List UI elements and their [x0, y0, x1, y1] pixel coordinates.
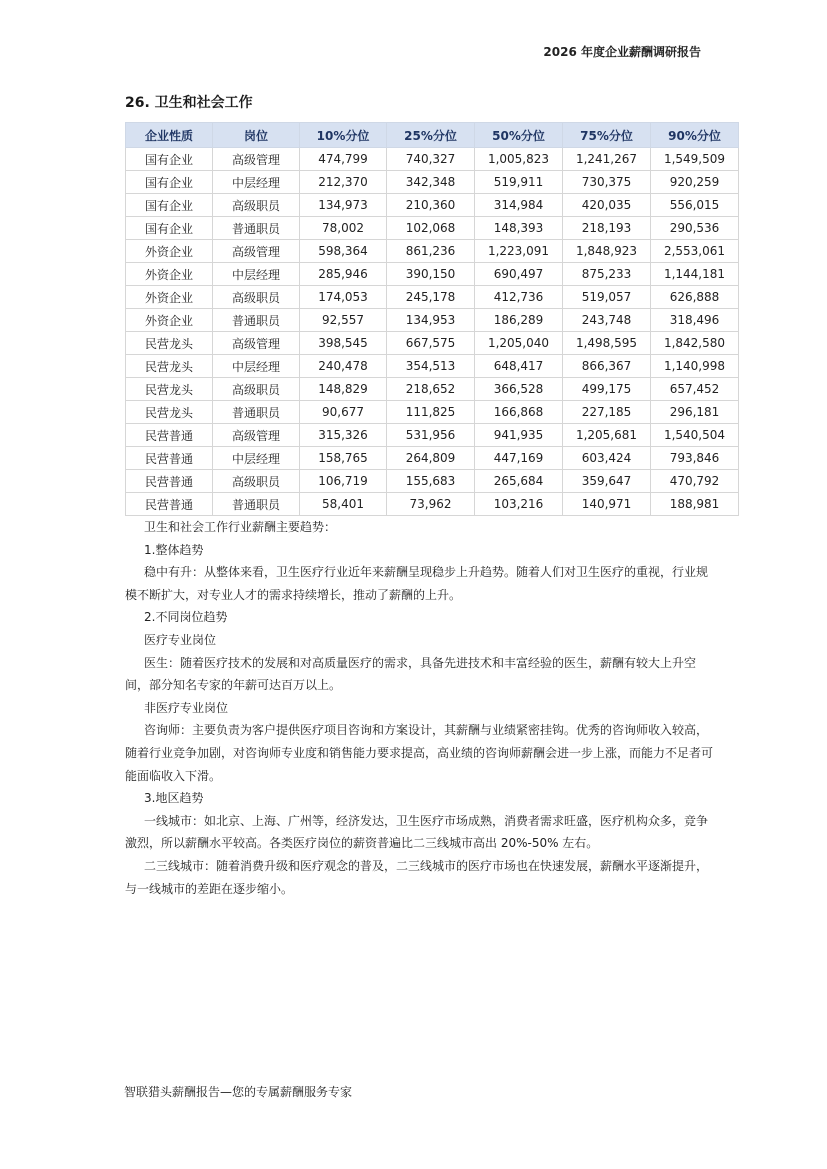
table-cell: 高级管理 — [213, 424, 300, 447]
table-cell: 民营龙头 — [126, 332, 213, 355]
table-cell: 158,765 — [300, 447, 387, 470]
table-cell: 1,140,998 — [651, 355, 739, 378]
table-cell: 240,478 — [300, 355, 387, 378]
table-cell: 民营普通 — [126, 470, 213, 493]
table-row — [126, 470, 739, 493]
table-row — [126, 424, 739, 447]
table-cell: 519,911 — [475, 171, 563, 194]
page-footer: 智联猎头薪酬报告—您的专属薪酬服务专家 — [124, 1085, 353, 1099]
table-row — [126, 217, 739, 240]
table-cell: 106,719 — [300, 470, 387, 493]
table-cell: 1,205,040 — [475, 332, 563, 355]
table-cell: 420,035 — [563, 194, 651, 217]
table-cell: 外资企业 — [126, 309, 213, 332]
table-row — [126, 240, 739, 263]
table-row — [126, 171, 739, 194]
table-cell: 1,144,181 — [651, 263, 739, 286]
table-cell: 861,236 — [387, 240, 475, 263]
table-row — [126, 493, 739, 516]
column-header: 75%分位 — [563, 123, 651, 148]
table-cell: 314,984 — [475, 194, 563, 217]
table-row — [126, 332, 739, 355]
table-cell: 民营普通 — [126, 424, 213, 447]
table-row — [126, 447, 739, 470]
table-cell: 315,326 — [300, 424, 387, 447]
table-cell: 1,241,267 — [563, 148, 651, 171]
table-cell: 92,557 — [300, 309, 387, 332]
table-cell: 高级管理 — [213, 332, 300, 355]
table-cell: 高级管理 — [213, 240, 300, 263]
table-cell: 高级职员 — [213, 286, 300, 309]
table-cell: 1,005,823 — [475, 148, 563, 171]
table-cell: 531,956 — [387, 424, 475, 447]
table-cell: 103,216 — [475, 493, 563, 516]
table-cell: 148,829 — [300, 378, 387, 401]
table-cell: 359,647 — [563, 470, 651, 493]
table-cell: 941,935 — [475, 424, 563, 447]
table-cell: 218,193 — [563, 217, 651, 240]
analysis-paragraph: 3.地区趋势 — [144, 791, 204, 806]
table-cell: 140,971 — [563, 493, 651, 516]
table-cell: 218,652 — [387, 378, 475, 401]
table-cell: 174,053 — [300, 286, 387, 309]
table-cell: 高级职员 — [213, 378, 300, 401]
table-cell: 134,953 — [387, 309, 475, 332]
table-cell: 603,424 — [563, 447, 651, 470]
table-cell: 2,553,061 — [651, 240, 739, 263]
table-cell: 1,540,504 — [651, 424, 739, 447]
table-cell: 740,327 — [387, 148, 475, 171]
table-cell: 1,498,595 — [563, 332, 651, 355]
table-cell: 398,545 — [300, 332, 387, 355]
table-cell: 285,946 — [300, 263, 387, 286]
table-cell: 高级职员 — [213, 194, 300, 217]
column-header: 50%分位 — [475, 123, 563, 148]
column-header: 25%分位 — [387, 123, 475, 148]
analysis-paragraph: 医疗专业岗位 — [144, 632, 217, 647]
table-cell: 210,360 — [387, 194, 475, 217]
table-cell: 264,809 — [387, 447, 475, 470]
table-cell: 186,289 — [475, 309, 563, 332]
table-cell: 318,496 — [651, 309, 739, 332]
table-row — [126, 263, 739, 286]
table-cell: 高级职员 — [213, 470, 300, 493]
table-cell: 外资企业 — [126, 240, 213, 263]
table-cell: 920,259 — [651, 171, 739, 194]
table-row — [126, 378, 739, 401]
analysis-paragraph: 1.整体趋势 — [144, 542, 204, 557]
table-cell: 188,981 — [651, 493, 739, 516]
table-cell: 556,015 — [651, 194, 739, 217]
analysis-paragraph: 医生：随着医疗技术的发展和对高质量医疗的需求，具备先进技术和丰富经验的医生，薪酬有较大上升空间，部分知名专家的年薪可达百万以上。 — [125, 655, 697, 693]
column-header: 90%分位 — [651, 123, 739, 148]
table-cell: 民营龙头 — [126, 378, 213, 401]
table-cell: 58,401 — [300, 493, 387, 516]
analysis-paragraph: 一线城市：如北京、上海、广州等，经济发达，卫生医疗市场成熟，消费者需求旺盛，医疗机构众多，竞争激烈，所以薪酬水平较高。各类医疗岗位的薪资普遍比二三线城市高出 20%-50% 左右。 — [125, 813, 709, 851]
salary-table — [125, 122, 739, 516]
table-cell: 90,677 — [300, 401, 387, 424]
column-header: 企业性质 — [126, 123, 213, 148]
report-header-title: 2026 年度企业薪酬调研报告 — [543, 45, 701, 59]
table-cell: 1,549,509 — [651, 148, 739, 171]
table-cell: 普通职员 — [213, 309, 300, 332]
table-cell: 657,452 — [651, 378, 739, 401]
table-cell: 730,375 — [563, 171, 651, 194]
table-cell: 412,736 — [475, 286, 563, 309]
table-cell: 111,825 — [387, 401, 475, 424]
table-cell: 78,002 — [300, 217, 387, 240]
table-cell: 134,973 — [300, 194, 387, 217]
table-cell: 447,169 — [475, 447, 563, 470]
table-cell: 外资企业 — [126, 263, 213, 286]
table-cell: 民营龙头 — [126, 401, 213, 424]
analysis-paragraph: 非医疗专业岗位 — [144, 700, 229, 715]
table-cell: 普通职员 — [213, 217, 300, 240]
table-row — [126, 309, 739, 332]
table-row — [126, 286, 739, 309]
table-header-row — [126, 123, 739, 148]
table-cell: 国有企业 — [126, 171, 213, 194]
table-cell: 519,057 — [563, 286, 651, 309]
analysis-paragraph: 二三线城市：随着消费升级和医疗观念的普及，二三线城市的医疗市场也在快速发展，薪酬水平逐渐提升，与一线城市的差距在逐步缩小。 — [125, 858, 709, 896]
table-cell: 212,370 — [300, 171, 387, 194]
table-cell: 148,393 — [475, 217, 563, 240]
table-row — [126, 148, 739, 171]
table-cell: 普通职员 — [213, 493, 300, 516]
column-header: 10%分位 — [300, 123, 387, 148]
table-cell: 民营普通 — [126, 493, 213, 516]
analysis-paragraph: 2.不同岗位趋势 — [144, 610, 228, 625]
table-row — [126, 401, 739, 424]
table-cell: 499,175 — [563, 378, 651, 401]
table-cell: 227,185 — [563, 401, 651, 424]
table-cell: 国有企业 — [126, 217, 213, 240]
table-cell: 875,233 — [563, 263, 651, 286]
table-cell: 国有企业 — [126, 148, 213, 171]
table-cell: 296,181 — [651, 401, 739, 424]
table-cell: 626,888 — [651, 286, 739, 309]
table-cell: 166,868 — [475, 401, 563, 424]
table-cell: 793,846 — [651, 447, 739, 470]
table-cell: 648,417 — [475, 355, 563, 378]
table-cell: 民营普通 — [126, 447, 213, 470]
table-cell: 中层经理 — [213, 355, 300, 378]
table-cell: 外资企业 — [126, 286, 213, 309]
table-cell: 中层经理 — [213, 171, 300, 194]
table-cell: 290,536 — [651, 217, 739, 240]
analysis-text — [125, 516, 715, 900]
analysis-paragraph: 稳中有升：从整体来看，卫生医疗行业近年来薪酬呈现稳步上升趋势。随着人们对卫生医疗的重视，行业规模不断扩大，对专业人才的需求持续增长，推动了薪酬的上升。 — [125, 565, 709, 602]
table-cell: 470,792 — [651, 470, 739, 493]
table-cell: 73,962 — [387, 493, 475, 516]
table-cell: 102,068 — [387, 217, 475, 240]
analysis-paragraph: 咨询师：主要负责为客户提供医疗项目咨询和方案设计，其薪酬与业绩紧密挂钩。优秀的咨询师收入较高，随着行业竞争加剧，对咨询师专业度和销售能力要求提高，高业绩的咨询师薪酬会进一步上涨，而能力不足者可能面临收入下滑。 — [125, 723, 714, 783]
table-cell: 474,799 — [300, 148, 387, 171]
table-cell: 354,513 — [387, 355, 475, 378]
table-cell: 342,348 — [387, 171, 475, 194]
column-header: 岗位 — [213, 123, 300, 148]
table-cell: 普通职员 — [213, 401, 300, 424]
table-cell: 中层经理 — [213, 447, 300, 470]
table-cell: 1,205,681 — [563, 424, 651, 447]
table-cell: 366,528 — [475, 378, 563, 401]
table-cell: 245,178 — [387, 286, 475, 309]
table-cell: 243,748 — [563, 309, 651, 332]
table-cell: 中层经理 — [213, 263, 300, 286]
analysis-paragraph: 卫生和社会工作行业薪酬主要趋势： — [144, 520, 337, 534]
table-cell: 667,575 — [387, 332, 475, 355]
table-cell: 866,367 — [563, 355, 651, 378]
table-cell: 690,497 — [475, 263, 563, 286]
table-cell: 265,684 — [475, 470, 563, 493]
section-heading: 26. 卫生和社会工作 — [125, 95, 253, 111]
table-cell: 390,150 — [387, 263, 475, 286]
table-cell: 国有企业 — [126, 194, 213, 217]
table-row — [126, 355, 739, 378]
table-cell: 1,223,091 — [475, 240, 563, 263]
table-cell: 155,683 — [387, 470, 475, 493]
table-row — [126, 194, 739, 217]
table-cell: 高级管理 — [213, 148, 300, 171]
table-cell: 1,842,580 — [651, 332, 739, 355]
table-cell: 1,848,923 — [563, 240, 651, 263]
table-cell: 598,364 — [300, 240, 387, 263]
table-cell: 民营龙头 — [126, 355, 213, 378]
